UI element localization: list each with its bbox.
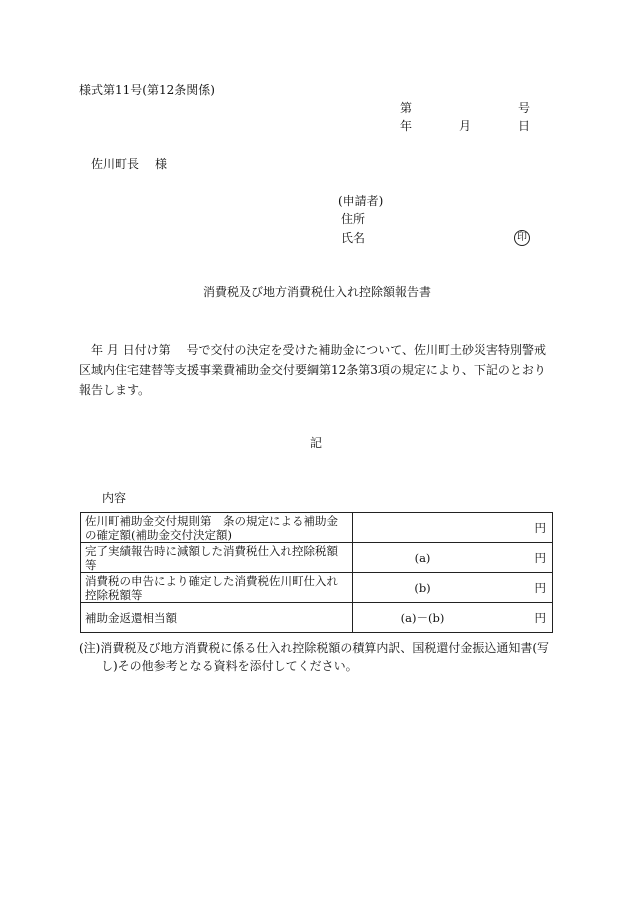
note-line-2: し)その他参考となる資料を添付してください。 (101, 659, 358, 673)
body-paragraph: 年 月 日付け第 号で交付の決定を受けた補助金について、佐川町土砂災害特別警戒区域内住宅建替等支援事業費補助金交付要綱第12条第3項の規定により、下記のとおり報告します。 (79, 343, 546, 397)
table-row (81, 543, 553, 573)
seal-mark: 印 (514, 230, 530, 246)
row-unit: 円 (534, 610, 546, 625)
addressee-honorific: 様 (155, 157, 168, 171)
row-unit: 円 (534, 520, 546, 535)
document-title: 消費税及び地方消費税仕入れ控除額報告書 (203, 285, 432, 299)
applicant-heading: (申請者) (338, 194, 384, 208)
applicant-address-label: 住所 (341, 212, 366, 226)
form-number: 様式第11号(第12条関係) (79, 83, 215, 97)
row-formula: (a) (414, 550, 431, 565)
date-month: 月 (459, 119, 472, 133)
row-value-cell (353, 513, 553, 543)
contents-table (80, 512, 553, 633)
table-row (81, 603, 553, 633)
contents-label: 内容 (102, 491, 127, 505)
doc-number-suffix: 号 (518, 101, 531, 115)
row-unit: 円 (534, 550, 546, 565)
row-formula: (a)－(b) (400, 610, 445, 625)
table-row (81, 573, 553, 603)
row-value-cell (353, 603, 553, 633)
row-unit: 円 (534, 580, 546, 595)
row-label: 補助金返還相当額 (81, 603, 353, 633)
addressee-name: 佐川町長 (91, 157, 140, 171)
row-label: 消費税の申告により確定した消費税佐川町仕入れ控除税額等 (81, 573, 353, 603)
row-value-cell (353, 573, 553, 603)
date-day: 日 (518, 119, 531, 133)
table-row (81, 513, 553, 543)
applicant-name-label: 氏名 (341, 231, 366, 245)
row-formula: (b) (414, 580, 431, 595)
row-value-cell (353, 543, 553, 573)
date-year: 年 (400, 119, 413, 133)
doc-number-prefix: 第 (400, 101, 413, 115)
ki-heading: 記 (310, 436, 323, 450)
row-label: 佐川町補助金交付規則第 条の規定による補助金の確定額(補助金交付決定額) (81, 513, 353, 543)
note-line-1: (注)消費税及び地方消費税に係る仕入れ控除税額の積算内訳、国税還付金振込通知書(写 (79, 641, 550, 655)
row-label: 完了実績報告時に減額した消費税仕入れ控除税額等 (81, 543, 353, 573)
